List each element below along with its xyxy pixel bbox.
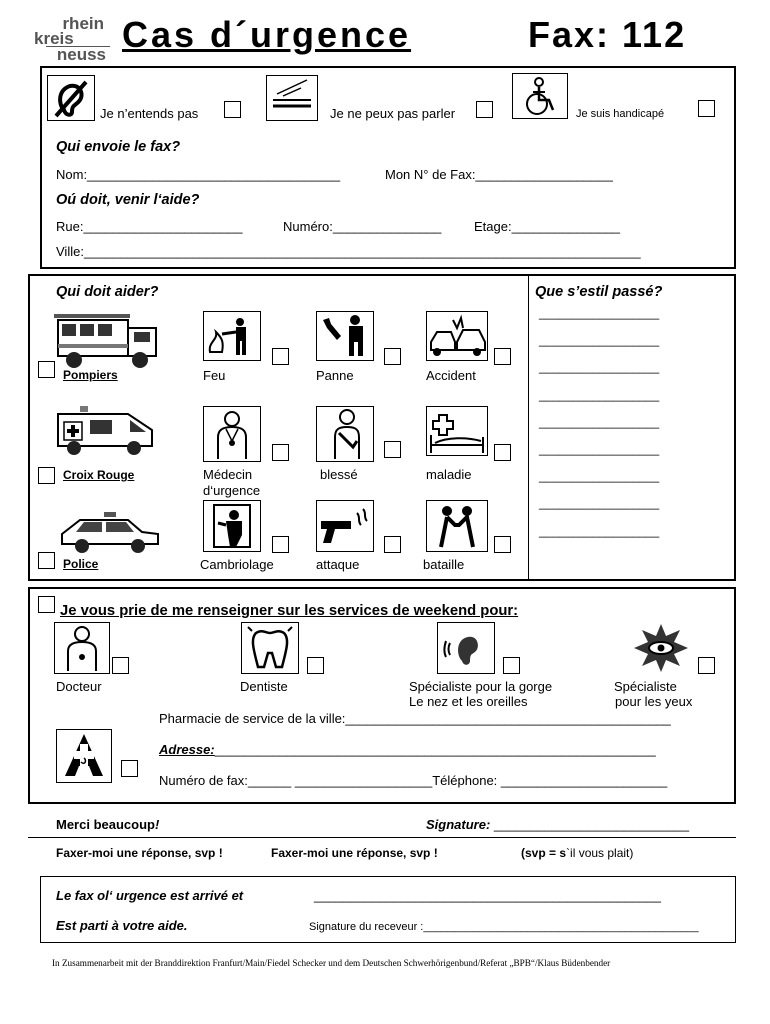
- reply-request-2: Faxer-moi une réponse, svp !: [271, 846, 438, 860]
- address-label: [159, 742, 656, 757]
- emergency-doctor-label: Médecin d‘urgence: [203, 467, 261, 498]
- wheelchair-icon: [512, 73, 568, 119]
- svp-rest: `il vous plait): [566, 846, 634, 860]
- where-help-heading: Oú doit, venir l‘aide?: [56, 192, 200, 208]
- ent-specialist-label-line1: Spécialiste pour la gorge: [409, 679, 553, 694]
- receiver-line[interactable]: ________________________________________________: [314, 888, 662, 903]
- pharmacy-city-field[interactable]: Pharmacie de service de la ville:_____________________________________________: [159, 711, 671, 726]
- signature-label: Signature:: [426, 817, 491, 832]
- police-car-icon: [58, 510, 162, 559]
- mute-icon: [266, 75, 318, 121]
- reply-request-1: Faxer-moi une réponse, svp !: [56, 846, 223, 860]
- what-happened-line[interactable]: __________________: [539, 414, 660, 429]
- fire-icon: [203, 311, 261, 361]
- firefighters-checkbox[interactable]: [38, 361, 55, 378]
- injured-label: blessé: [320, 467, 358, 482]
- car-accident-icon: [426, 311, 488, 361]
- receiver-signature-field[interactable]: Signature du receveur :_____________________________________________: [309, 921, 699, 933]
- doctor-weekend-label: Docteur: [56, 679, 102, 694]
- fax-emergency-number: Fax: 112: [528, 14, 687, 55]
- rhein-kreis-neuss-logo: [34, 16, 110, 64]
- police-label: Police: [63, 557, 99, 571]
- what-happened-line[interactable]: __________________: [539, 442, 660, 456]
- logo-line-kreis: kreis: [34, 29, 74, 48]
- fire-truck-icon: [54, 312, 160, 375]
- emergency-doctor-checkbox[interactable]: [272, 444, 289, 461]
- who-helps-heading: Qui doit aider?: [56, 284, 159, 300]
- ear-icon: [437, 622, 495, 674]
- fight-icon: [426, 500, 488, 552]
- handicapped-label: Je suis handicapé: [576, 108, 665, 120]
- police-checkbox[interactable]: [38, 552, 55, 569]
- weekend-heading: Je vous prie de me renseigner sur les services de weekend pour:: [60, 603, 519, 619]
- pharmacy-checkbox[interactable]: [121, 760, 138, 777]
- thanks-exclamation: !: [154, 817, 160, 832]
- dentist-tooth-icon: [241, 622, 299, 674]
- eye-specialist-label-line1: Spécialiste: [614, 679, 677, 694]
- gun-icon: [316, 500, 374, 552]
- firefighters-label: Pompiers: [63, 368, 118, 382]
- breakdown-checkbox[interactable]: [384, 348, 401, 365]
- eye-specialist-checkbox[interactable]: [698, 657, 715, 674]
- illness-label: maladie: [426, 467, 472, 482]
- doctor-weekend-checkbox[interactable]: [112, 657, 129, 674]
- burglar-icon: [203, 500, 261, 552]
- what-happened-line[interactable]: __________________: [539, 469, 660, 484]
- eye-specialist-label-line2: pour les yeux: [615, 694, 693, 709]
- handicapped-checkbox[interactable]: [698, 100, 715, 117]
- footer-divider: [28, 837, 736, 838]
- what-happened-heading: Que s’estil passé?: [535, 284, 663, 300]
- cannot-speak-checkbox[interactable]: [476, 101, 493, 118]
- street-field[interactable]: Rue:______________________: [56, 219, 243, 234]
- red-cross-checkbox[interactable]: [38, 467, 55, 484]
- name-field[interactable]: Nom:___________________________________: [56, 167, 341, 182]
- fight-label: bataille: [423, 557, 465, 572]
- dentist-label: Dentiste: [240, 679, 288, 694]
- doctor-weekend-icon: [54, 622, 110, 674]
- accident-label: Accident: [426, 368, 476, 383]
- logo-line-rhein: rhein: [62, 14, 104, 33]
- help-left-text: Est parti à votre aide.: [56, 918, 188, 933]
- eye-icon: [632, 622, 690, 679]
- city-field[interactable]: Ville:_____________________________________________________________________________: [56, 244, 641, 259]
- logo-line-neuss: neuss: [46, 46, 110, 62]
- injured-checkbox[interactable]: [384, 441, 401, 458]
- burglary-checkbox[interactable]: [272, 536, 289, 553]
- injured-icon: [316, 406, 374, 462]
- what-happened-line[interactable]: __________________: [539, 360, 660, 375]
- attack-label: attaque: [316, 557, 360, 572]
- cannot-hear-label: Je n’entends pas: [100, 106, 199, 121]
- svp-prefix: (svp = s: [521, 846, 567, 860]
- what-happened-line[interactable]: __________________: [539, 333, 660, 348]
- address-line[interactable]: _____________________________________________________________: [214, 742, 656, 757]
- fax-arrived-text: Le fax ol‘ urgence est arrivé et: [56, 888, 244, 903]
- house-number-field[interactable]: Numéro:_______________: [283, 219, 442, 234]
- cannot-speak-label: Je ne peux pas parler: [330, 106, 456, 121]
- what-happened-line[interactable]: __________________: [539, 387, 660, 402]
- ent-specialist-checkbox[interactable]: [503, 657, 520, 674]
- signature-line[interactable]: ___________________________: [493, 817, 690, 832]
- accident-checkbox[interactable]: [494, 348, 511, 365]
- fight-checkbox[interactable]: [494, 536, 511, 553]
- sick-bed-icon: [426, 406, 488, 456]
- fire-checkbox[interactable]: [272, 348, 289, 365]
- breakdown-label: Panne: [316, 368, 354, 383]
- fire-label: Feu: [203, 368, 226, 383]
- illness-checkbox[interactable]: [494, 444, 511, 461]
- weekend-info-checkbox[interactable]: [38, 596, 55, 613]
- page-title: Cas d´urgence: [122, 14, 412, 55]
- column-divider: [528, 276, 529, 579]
- doctor-icon: [203, 406, 261, 462]
- cannot-hear-checkbox[interactable]: [224, 101, 241, 118]
- who-sends-heading: Qui envoie le fax?: [56, 139, 181, 155]
- pharmacy-fax-phone-field[interactable]: Numéro de fax:______ ___________________Téléphone: _______________________: [159, 773, 668, 788]
- credits-text: In Zusammenarbeit mit der Branddirektion Franfurt/Main/Fiedel Schecker und dem Deutschen Schwerhörigenbund/Referat „BPB“/Klaus Büdenbender: [52, 958, 611, 968]
- thanks-label: Merci beaucoup: [56, 817, 155, 832]
- deaf-ear-icon: [47, 75, 95, 121]
- what-happened-line[interactable]: __________________: [539, 523, 660, 538]
- attack-checkbox[interactable]: [384, 536, 401, 553]
- floor-field[interactable]: Etage:_______________: [474, 219, 621, 234]
- address-label-text: Adresse:: [159, 742, 215, 757]
- svp-explanation: [521, 846, 633, 860]
- what-happened-line[interactable]: __________________: [539, 306, 660, 320]
- pharmacy-icon: [56, 729, 112, 783]
- signature-field[interactable]: [426, 817, 689, 832]
- ambulance-icon: [54, 406, 160, 461]
- dentist-checkbox[interactable]: [307, 657, 324, 674]
- what-happened-line[interactable]: __________________: [539, 496, 660, 511]
- sender-fax-field[interactable]: Mon N° de Fax:___________________: [385, 167, 613, 182]
- red-cross-label: Croix Rouge: [63, 468, 135, 482]
- ent-specialist-label-line2: Le nez et les oreilles: [409, 694, 528, 709]
- repair-icon: [316, 311, 374, 361]
- thanks-text: [56, 817, 159, 832]
- burglary-label: Cambriolage: [200, 557, 274, 572]
